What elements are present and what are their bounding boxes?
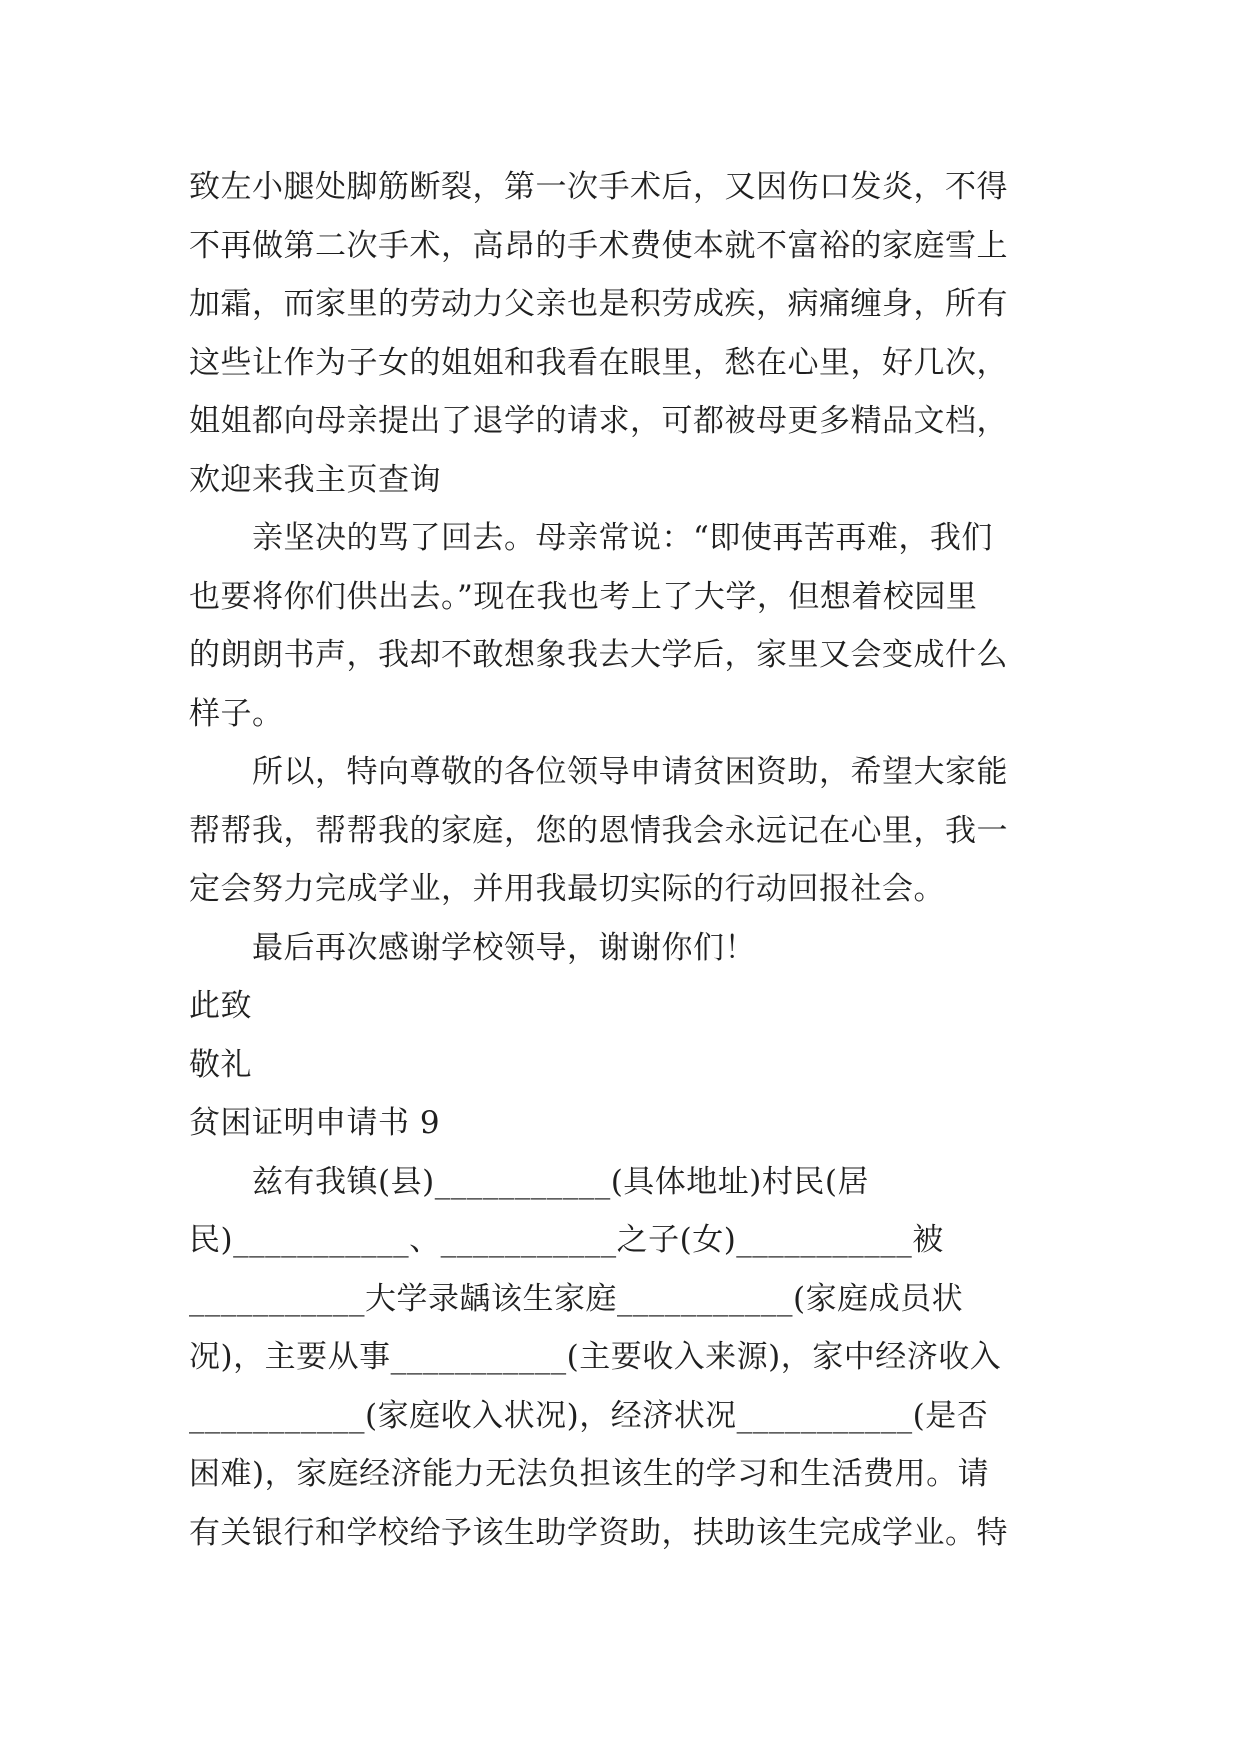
text-line: 亲坚决的骂了回去。母亲常说：“即使再苦再难，我们 <box>189 520 993 556</box>
text-line: 欢迎来我主页查询 <box>189 461 441 498</box>
form-line: ___________(家庭收入状况)，经济状况___________(是否 <box>189 1397 989 1434</box>
text-line: 定会努力完成学业，并用我最切实际的行动回报社会。 <box>189 871 945 907</box>
text-line: 姐姐都向母亲提出了退学的请求，可都被母更多精品文档， <box>189 403 1008 439</box>
text-line: 最后再次感谢学校领导，谢谢你们！ <box>189 929 756 966</box>
closing-line: 此致 <box>189 988 252 1024</box>
form-line: 民)___________、___________之子(女)___________被 <box>189 1222 944 1258</box>
text-line: 所以，特向尊敬的各位领导申请贫困资助，希望大家能 <box>189 754 1008 790</box>
document-body <box>189 158 1069 1562</box>
text-line: 有关银行和学校给予该生助学资助，扶助该生完成学业。特 <box>189 1514 1008 1551</box>
text-line: 的朗朗书声，我却不敢想象我去大学后，家里又会变成什么 <box>189 637 1008 673</box>
form-line: 况)，主要从事___________(主要收入来源)，家中经济收入 <box>189 1339 1002 1375</box>
form-line: 兹有我镇(县)___________(具体地址)村民(居 <box>189 1163 869 1200</box>
text-line: 困难)，家庭经济能力无法负担该生的学习和生活费用。请 <box>189 1456 990 1492</box>
text-line: 帮帮我，帮帮我的家庭，您的恩情我会永远记在心里，我一 <box>189 812 1008 849</box>
text-line: 这些让作为子女的姐姐和我看在眼里，愁在心里，好几次， <box>189 344 1008 381</box>
closing-line: 敬礼 <box>189 1046 252 1083</box>
form-line: ___________大学录龋该生家庭___________(家庭成员状 <box>189 1280 964 1317</box>
text-line: 也要将你们供出去。”现在我也考上了大学，但想着校园里 <box>189 578 978 615</box>
text-line: 样子。 <box>189 695 284 732</box>
text-line: 不再做第二次手术，高昂的手术费使本就不富裕的家庭雪上 <box>189 227 1008 264</box>
text-line: 致左小腿处脚筋断裂，第一次手术后，又因伤口发炎，不得 <box>189 169 1008 205</box>
section-heading: 贫困证明申请书 9 <box>189 1105 441 1141</box>
text-line: 加霜，而家里的劳动力父亲也是积劳成疾，病痛缠身，所有 <box>189 286 1008 322</box>
